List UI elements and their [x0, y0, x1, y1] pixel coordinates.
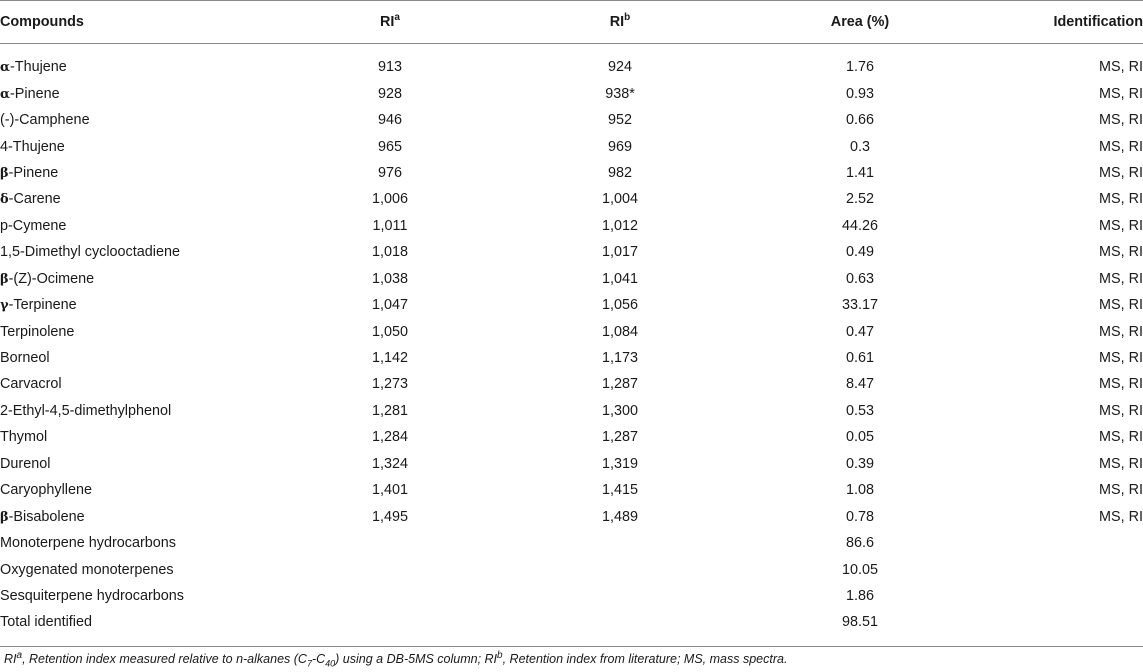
cell-compound [0, 186, 290, 212]
cell-compound [0, 80, 290, 106]
cell-ri-b: 969 [607, 138, 632, 155]
table-row [0, 80, 1143, 106]
cell-ri-b [490, 556, 750, 582]
cell-compound [0, 503, 290, 529]
compound-name: 2-Ethyl-4,5-dimethylphenol [0, 402, 172, 419]
cell-ri-b: 1,489 [601, 508, 638, 525]
cell-compound [0, 609, 290, 646]
footnote-dash: -C [311, 652, 326, 666]
cell-ri-b: 1,287 [601, 376, 638, 393]
table-header-row [0, 1, 1143, 44]
greek-prefix: α [0, 86, 11, 102]
table-row [0, 556, 1143, 582]
cell-area: 0.53 [845, 402, 874, 419]
cell-ri-b: 1,041 [601, 270, 638, 287]
cell-compound [0, 530, 290, 556]
table-body [0, 44, 1143, 647]
cell-ri-a: 913 [377, 59, 402, 76]
cell-ri-b: 1,287 [601, 429, 638, 446]
footnote-sub-2: 40 [325, 658, 336, 669]
footnote-text-2: ) using a DB-5MS column; [335, 652, 485, 666]
compound-name: Caryophyllene [0, 482, 92, 499]
compound-name: -Pinene [10, 85, 60, 102]
cell-area: 1.86 [845, 587, 874, 604]
greek-prefix: α [0, 60, 11, 76]
greek-prefix: β [0, 509, 9, 525]
cell-ri-b: 1,319 [601, 455, 638, 472]
cell-ri-b: 982 [607, 164, 632, 181]
cell-ri-b: 1,004 [601, 191, 638, 208]
header-identification: Identification [970, 1, 1143, 44]
cell-area: 44.26 [841, 217, 878, 234]
cell-area: 8.47 [845, 376, 874, 393]
footnote-sub-1: 7 [306, 658, 312, 669]
cell-area: 10.05 [841, 561, 878, 578]
cell-identification: MS, RI [1099, 482, 1143, 499]
cell-ri-b: 1,056 [601, 297, 638, 314]
cell-ri-b: 1,017 [601, 244, 638, 261]
cell-compound [0, 44, 290, 81]
cell-ri-a: 1,142 [371, 350, 408, 367]
header-ri-a-sup: a [394, 12, 400, 24]
cell-ri-a: 1,401 [371, 482, 408, 499]
cell-ri-a: 1,011 [372, 217, 408, 234]
cell-ri-b: 1,300 [601, 402, 638, 419]
cell-area: 2.52 [845, 191, 874, 208]
cell-ri-b: 938* [605, 85, 635, 102]
cell-area: 1.41 [845, 164, 874, 181]
header-ri-b-sup: b [624, 12, 631, 24]
cell-identification: MS, RI [1099, 164, 1143, 181]
cell-ri-a [290, 583, 490, 609]
table-row [0, 213, 1143, 239]
cell-ri-a [290, 556, 490, 582]
cell-compound [0, 371, 290, 397]
cell-area: 0.63 [845, 270, 874, 287]
cell-identification [970, 609, 1143, 646]
cell-area: 86.6 [845, 535, 874, 552]
compound-name: -Thujene [10, 59, 67, 76]
cell-ri-b: 1,173 [601, 350, 638, 367]
compound-name: Carvacrol [0, 376, 62, 393]
compound-name: Oxygenated monoterpenes [0, 561, 174, 578]
cell-area: 1.76 [845, 59, 874, 76]
cell-identification [970, 530, 1143, 556]
cell-ri-b [490, 583, 750, 609]
cell-area: 0.3 [849, 138, 870, 155]
compound-name: 1,5-Dimethyl cyclooctadiene [0, 244, 180, 261]
cell-compound [0, 556, 290, 582]
compound-name: Sesquiterpene hydrocarbons [0, 587, 185, 604]
compound-name: (-)-Camphene [0, 112, 90, 129]
table-row [0, 609, 1143, 646]
cell-compound [0, 160, 290, 186]
table-row [0, 133, 1143, 159]
greek-prefix: δ [0, 192, 9, 208]
cell-ri-b [490, 530, 750, 556]
cell-ri-a: 1,018 [371, 244, 408, 261]
cell-ri-b: 924 [607, 59, 632, 76]
cell-area: 1.08 [845, 482, 874, 499]
cell-compound [0, 398, 290, 424]
cell-ri-a: 1,284 [371, 429, 408, 446]
table-row [0, 424, 1143, 450]
header-ri-a [290, 1, 490, 44]
cell-ri-a: 1,324 [371, 455, 408, 472]
table-row [0, 44, 1143, 81]
compound-name: -Carene [8, 191, 61, 208]
table-row [0, 345, 1143, 371]
cell-compound [0, 239, 290, 265]
table-row [0, 160, 1143, 186]
cell-compound [0, 213, 290, 239]
cell-identification: MS, RI [1099, 429, 1143, 446]
table-row [0, 371, 1143, 397]
cell-compound [0, 424, 290, 450]
cell-ri-b [490, 609, 750, 646]
footnote-text-3: , Retention index from literature; MS, mass spectra. [502, 652, 788, 666]
cell-area: 0.39 [845, 455, 874, 472]
footnote-ri-a: RI [4, 652, 17, 666]
compound-name: -Pinene [8, 164, 59, 181]
table-row [0, 239, 1143, 265]
cell-compound [0, 107, 290, 133]
cell-compound [0, 477, 290, 503]
cell-compound [0, 583, 290, 609]
compound-name: Borneol [0, 350, 50, 367]
table-footnote [4, 649, 788, 669]
cell-area: 0.05 [845, 429, 874, 446]
cell-area: 0.66 [845, 112, 874, 129]
cell-area: 0.93 [845, 85, 874, 102]
cell-identification: MS, RI [1099, 270, 1143, 287]
cell-ri-a: 946 [377, 112, 402, 129]
cell-identification [970, 556, 1143, 582]
cell-ri-a: 976 [377, 164, 402, 181]
cell-identification: MS, RI [1099, 138, 1143, 155]
compound-name: Thymol [0, 429, 48, 446]
cell-identification: MS, RI [1099, 217, 1143, 234]
cell-ri-a: 1,495 [371, 508, 408, 525]
footnote-ri-b: RI [484, 652, 498, 666]
cell-area: 33.17 [841, 297, 878, 314]
cell-ri-b: 1,012 [601, 217, 638, 234]
cell-ri-b: 952 [607, 112, 632, 129]
cell-identification: MS, RI [1099, 85, 1143, 102]
cell-identification: MS, RI [1099, 244, 1143, 261]
footnote-ri-a-sup: a [16, 649, 23, 661]
table-row [0, 186, 1143, 212]
header-ri-b [490, 1, 750, 44]
cell-ri-a: 928 [377, 85, 402, 102]
cell-ri-a: 965 [377, 138, 402, 155]
table-row [0, 503, 1143, 529]
cell-identification: MS, RI [1099, 455, 1143, 472]
cell-compound [0, 318, 290, 344]
compound-name: Total identified [0, 614, 92, 631]
cell-area: 0.49 [845, 244, 874, 261]
header-area: Area (%) [750, 1, 970, 44]
cell-identification: MS, RI [1099, 402, 1143, 419]
header-ri-a-label: RI [380, 14, 395, 30]
cell-compound [0, 345, 290, 371]
cell-area: 98.51 [750, 609, 970, 646]
cell-compound [0, 292, 290, 318]
compound-name: -Terpinene [8, 297, 77, 314]
header-compounds: Compounds [0, 1, 290, 44]
cell-ri-a: 1,281 [371, 402, 408, 419]
table-row [0, 583, 1143, 609]
cell-compound [0, 266, 290, 292]
table-row [0, 398, 1143, 424]
cell-area: 0.61 [845, 350, 874, 367]
cell-compound [0, 133, 290, 159]
cell-ri-b: 1,415 [601, 482, 638, 499]
compound-name: -Bisabolene [8, 508, 85, 525]
cell-identification: MS, RI [1099, 323, 1143, 340]
table-row [0, 530, 1143, 556]
cell-identification: MS, RI [1099, 350, 1143, 367]
cell-identification: MS, RI [1099, 508, 1143, 525]
footnote-ri-b-sup: b [497, 649, 503, 661]
cell-identification: MS, RI [1099, 191, 1143, 208]
compound-name: p-Cymene [0, 217, 67, 234]
compound-name: Durenol [0, 455, 51, 472]
greek-prefix: β [0, 271, 9, 287]
cell-ri-a: 1,038 [371, 270, 408, 287]
cell-area: 0.47 [845, 323, 874, 340]
cell-ri-a: 1,006 [371, 191, 408, 208]
cell-identification: MS, RI [1099, 297, 1143, 314]
cell-identification: MS, RI [1099, 112, 1143, 129]
cell-ri-a: 1,050 [371, 323, 408, 340]
greek-prefix: β [0, 165, 9, 181]
cell-ri-b: 1,084 [601, 323, 638, 340]
footnote-text-1: , Retention index measured relative to n-alkanes (C [22, 652, 307, 666]
cell-compound [0, 451, 290, 477]
compound-name: Monoterpene hydrocarbons [0, 535, 176, 552]
table-row [0, 266, 1143, 292]
cell-ri-a: 1,047 [371, 297, 408, 314]
cell-identification: MS, RI [1099, 59, 1143, 76]
header-ri-b-label: RI [609, 14, 625, 30]
compound-name: 4-Thujene [0, 138, 65, 155]
cell-identification: MS, RI [1099, 376, 1143, 393]
cell-ri-a [290, 609, 490, 646]
compound-name: Terpinolene [0, 323, 75, 340]
cell-ri-a: 1,273 [371, 376, 408, 393]
cell-ri-a [290, 530, 490, 556]
table-row [0, 318, 1143, 344]
cell-identification [970, 583, 1143, 609]
cell-area: 0.78 [845, 508, 874, 525]
table-row [0, 292, 1143, 318]
compound-name: -(Z)-Ocimene [8, 270, 95, 287]
table-row [0, 451, 1143, 477]
greek-prefix: γ [0, 298, 9, 314]
table-row [0, 107, 1143, 133]
table-row [0, 477, 1143, 503]
